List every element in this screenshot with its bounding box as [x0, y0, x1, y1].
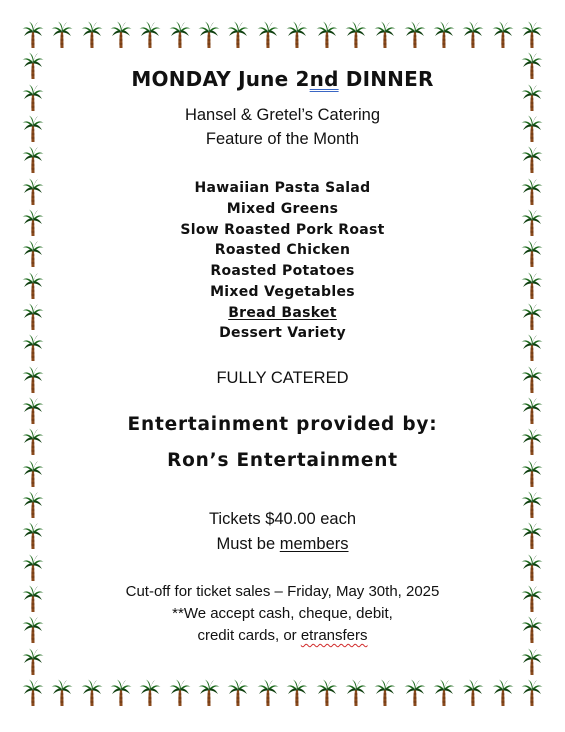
palm-tree-icon	[492, 21, 514, 49]
payment-line-1: **We accept cash, cheque, debit,	[172, 605, 393, 622]
menu-item: Mixed Greens	[226, 201, 339, 217]
palm-tree-icon	[492, 679, 514, 707]
palm-tree-icon	[521, 648, 543, 676]
palm-tree-icon	[521, 84, 543, 112]
palm-tree-icon	[521, 460, 543, 488]
palm-tree-icon	[22, 648, 44, 676]
palm-tree-icon	[462, 21, 484, 49]
palm-tree-icon	[22, 84, 44, 112]
palm-tree-icon	[169, 21, 191, 49]
palm-tree-icon	[227, 21, 249, 49]
palm-tree-icon	[22, 522, 44, 550]
cutoff-date: Cut-off for ticket sales – Friday, May 30th, 2025	[125, 583, 440, 600]
payment-etransfers: etransfers	[300, 627, 368, 644]
palm-tree-icon	[22, 679, 44, 707]
palm-tree-icon	[374, 21, 396, 49]
menu-item: Slow Roasted Pork Roast	[180, 222, 385, 238]
title-ordinal-suffix: nd	[309, 67, 339, 91]
palm-tree-icon	[22, 491, 44, 519]
palm-tree-icon	[316, 679, 338, 707]
palm-tree-icon	[521, 115, 543, 143]
palm-tree-icon	[227, 679, 249, 707]
payment-line-2	[50, 627, 515, 644]
palm-tree-icon	[257, 679, 279, 707]
palm-tree-icon	[521, 52, 543, 80]
palm-tree-icon	[81, 21, 103, 49]
palm-tree-icon	[521, 428, 543, 456]
membership-requirement	[50, 535, 515, 554]
menu-item: Roasted Chicken	[214, 242, 351, 258]
palm-tree-icon	[22, 397, 44, 425]
palm-tree-icon	[521, 522, 543, 550]
palm-tree-icon	[521, 272, 543, 300]
membership-prefix: Must be	[216, 535, 280, 553]
palm-tree-icon	[22, 178, 44, 206]
palm-tree-icon	[521, 303, 543, 331]
palm-tree-icon	[374, 679, 396, 707]
palm-tree-icon	[404, 679, 426, 707]
palm-tree-icon	[345, 21, 367, 49]
palm-tree-icon	[22, 303, 44, 331]
palm-tree-icon	[286, 21, 308, 49]
palm-tree-icon	[521, 209, 543, 237]
palm-tree-icon	[22, 115, 44, 143]
palm-tree-icon	[521, 146, 543, 174]
palm-tree-icon	[51, 21, 73, 49]
title-main: MONDAY June 2	[131, 67, 310, 91]
palm-tree-icon	[316, 21, 338, 49]
palm-tree-icon	[433, 21, 455, 49]
palm-tree-icon	[22, 21, 44, 49]
palm-tree-icon	[521, 585, 543, 613]
palm-tree-icon	[521, 334, 543, 362]
palm-tree-icon	[81, 679, 103, 707]
menu-item: Hawaiian Pasta Salad	[194, 180, 371, 196]
palm-tree-icon	[22, 366, 44, 394]
palm-tree-icon	[521, 178, 543, 206]
palm-tree-icon	[169, 679, 191, 707]
menu-item	[50, 305, 515, 321]
entertainment-heading: Entertainment provided by:	[127, 414, 438, 435]
palm-tree-icon	[521, 21, 543, 49]
title-end: DINNER	[338, 67, 434, 91]
palm-tree-icon	[462, 679, 484, 707]
menu-item: Mixed Vegetables	[210, 284, 355, 300]
palm-tree-icon	[22, 554, 44, 582]
palm-tree-icon	[286, 679, 308, 707]
palm-tree-icon	[22, 272, 44, 300]
palm-tree-icon	[404, 21, 426, 49]
membership-word: members	[279, 535, 349, 553]
feature-label: Feature of the Month	[205, 130, 360, 148]
entertainment-provider: Ron’s Entertainment	[167, 450, 398, 471]
palm-tree-icon	[198, 21, 220, 49]
palm-tree-icon	[22, 585, 44, 613]
palm-tree-icon	[139, 21, 161, 49]
palm-tree-icon	[22, 240, 44, 268]
palm-tree-icon	[22, 209, 44, 237]
palm-tree-icon	[521, 240, 543, 268]
palm-tree-icon	[22, 334, 44, 362]
palm-tree-icon	[521, 366, 543, 394]
menu-item: Dessert Variety	[219, 325, 346, 341]
palm-tree-icon	[110, 679, 132, 707]
palm-tree-icon	[521, 397, 543, 425]
palm-tree-icon	[22, 146, 44, 174]
palm-tree-icon	[345, 679, 367, 707]
ticket-price: Tickets $40.00 each	[208, 510, 357, 528]
palm-tree-icon	[257, 21, 279, 49]
menu-item-bread-basket: Bread Basket	[228, 305, 337, 321]
payment-line-2-prefix: credit cards, or	[197, 627, 301, 644]
caterer-name: Hansel & Gretel’s Catering	[184, 106, 381, 124]
palm-tree-icon	[521, 491, 543, 519]
menu-item: Roasted Potatoes	[210, 263, 355, 279]
palm-tree-icon	[22, 616, 44, 644]
palm-tree-icon	[22, 428, 44, 456]
palm-tree-icon	[198, 679, 220, 707]
palm-tree-icon	[110, 21, 132, 49]
palm-tree-icon	[521, 616, 543, 644]
palm-tree-icon	[22, 460, 44, 488]
palm-tree-icon	[51, 679, 73, 707]
palm-tree-icon	[22, 52, 44, 80]
fully-catered-note: FULLY CATERED	[216, 369, 349, 387]
palm-tree-icon	[521, 679, 543, 707]
palm-tree-icon	[139, 679, 161, 707]
palm-tree-icon	[433, 679, 455, 707]
flyer-title	[50, 67, 515, 91]
palm-tree-icon	[521, 554, 543, 582]
